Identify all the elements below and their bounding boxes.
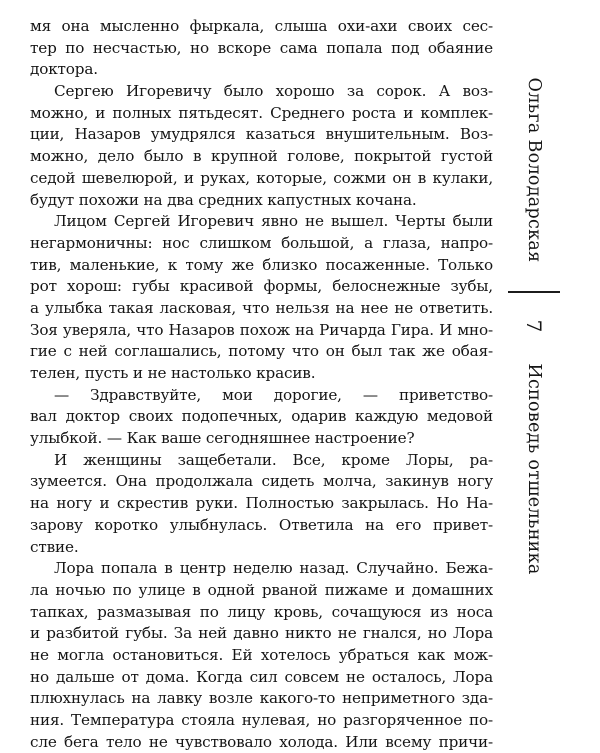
text-line: улыбкой. — Как ваше сегодняшнее настроение? — [30, 429, 415, 448]
text-line: тер по несчастью, но вскоре сама попала под обаяние — [30, 38, 493, 57]
text-line: Лицом Сергей Игоревич явно не вышел. Черты были — [54, 212, 493, 231]
text-line: ции, Назаров умудрялся казаться внушительным. Воз- — [30, 125, 493, 144]
text-line: ла ночью по улице в одной рваной пижаме и домашних — [30, 580, 493, 599]
text-line: сле бега тело не чувствовало холода. Или всему причи- — [30, 732, 493, 751]
text-line: зумеется. Она продолжала сидеть молча, закинув ногу — [30, 472, 493, 491]
text-line: доктора. — [30, 60, 98, 79]
page-number: 7 — [522, 319, 546, 333]
text-line: тив, маленькие, к тому же близко посаженные. Только — [30, 255, 493, 274]
text-line: тапках, размазывая по лицу кровь, сочащуюся из носа — [30, 602, 493, 621]
running-head-author: Ольга Володарская — [524, 77, 544, 263]
text-line: на ногу и скрестив руки. Полностью закрылась. Но На- — [30, 494, 493, 513]
text-line: а улыбка такая ласковая, что нельзя на нее не ответить. — [30, 298, 493, 317]
text-line: телен, пусть и не настолько красив. — [30, 364, 316, 382]
text-line: не могла остановиться. Ей хотелось убраться как мож- — [30, 645, 493, 664]
text-line: И женщины защебетали. Все, кроме Лоры, ра- — [54, 450, 493, 469]
text-line: Зоя уверяла, что Назаров похож на Ричарда Гира. И мно- — [30, 320, 493, 339]
text-line: ствие. — [30, 537, 79, 556]
text-line: и разбитой губы. За ней давно никто не гнался, но Лора — [30, 624, 493, 643]
text-line: седой шевелюрой, и руках, которые, сожми он в кулаки, — [30, 168, 493, 187]
text-line: — Здравствуйте, мои дорогие, — приветство- — [54, 385, 493, 404]
text-line: можно, дело было в крупной голове, покрытой густой — [30, 147, 493, 166]
text-line: зарову коротко улыбнулась. Ответила на его привет- — [30, 515, 493, 534]
text-line: но дальше от дома. Когда сил совсем не осталось, Лора — [30, 667, 493, 686]
text-line: Сергею Игоревичу было хорошо за сорок. А воз- — [54, 82, 493, 101]
text-line: будут похожи на два средних капустных кочана. — [30, 190, 417, 209]
text-line: Лора попала в центр неделю назад. Случайно. Бежа- — [54, 559, 493, 578]
text-line: негармоничны: нос слишком большой, а глаза, напро- — [30, 233, 493, 252]
text-line: мя она мысленно фыркала, слыша охи-ахи своих сес- — [30, 17, 493, 35]
running-head-title: Исповедь отшельника — [524, 363, 544, 575]
text-line: рот хорош: губы красивой формы, белоснежные зубы, — [30, 277, 493, 296]
text-line: ния. Температура стояла нулевая, но разгоряченное по- — [30, 711, 493, 729]
body-text — [30, 16, 493, 753]
text-line: гие с ней соглашались, потому что он был так же обая- — [30, 342, 493, 361]
text-line: плюхнулась на лавку возле какого-то неприметного зда- — [30, 689, 493, 708]
text-line: вал доктор своих подопечных, одарив каждую медовой — [30, 407, 493, 426]
running-head-divider — [508, 291, 560, 293]
text-line: можно, и полных пятьдесят. Среднего роста и комплек- — [30, 103, 493, 122]
